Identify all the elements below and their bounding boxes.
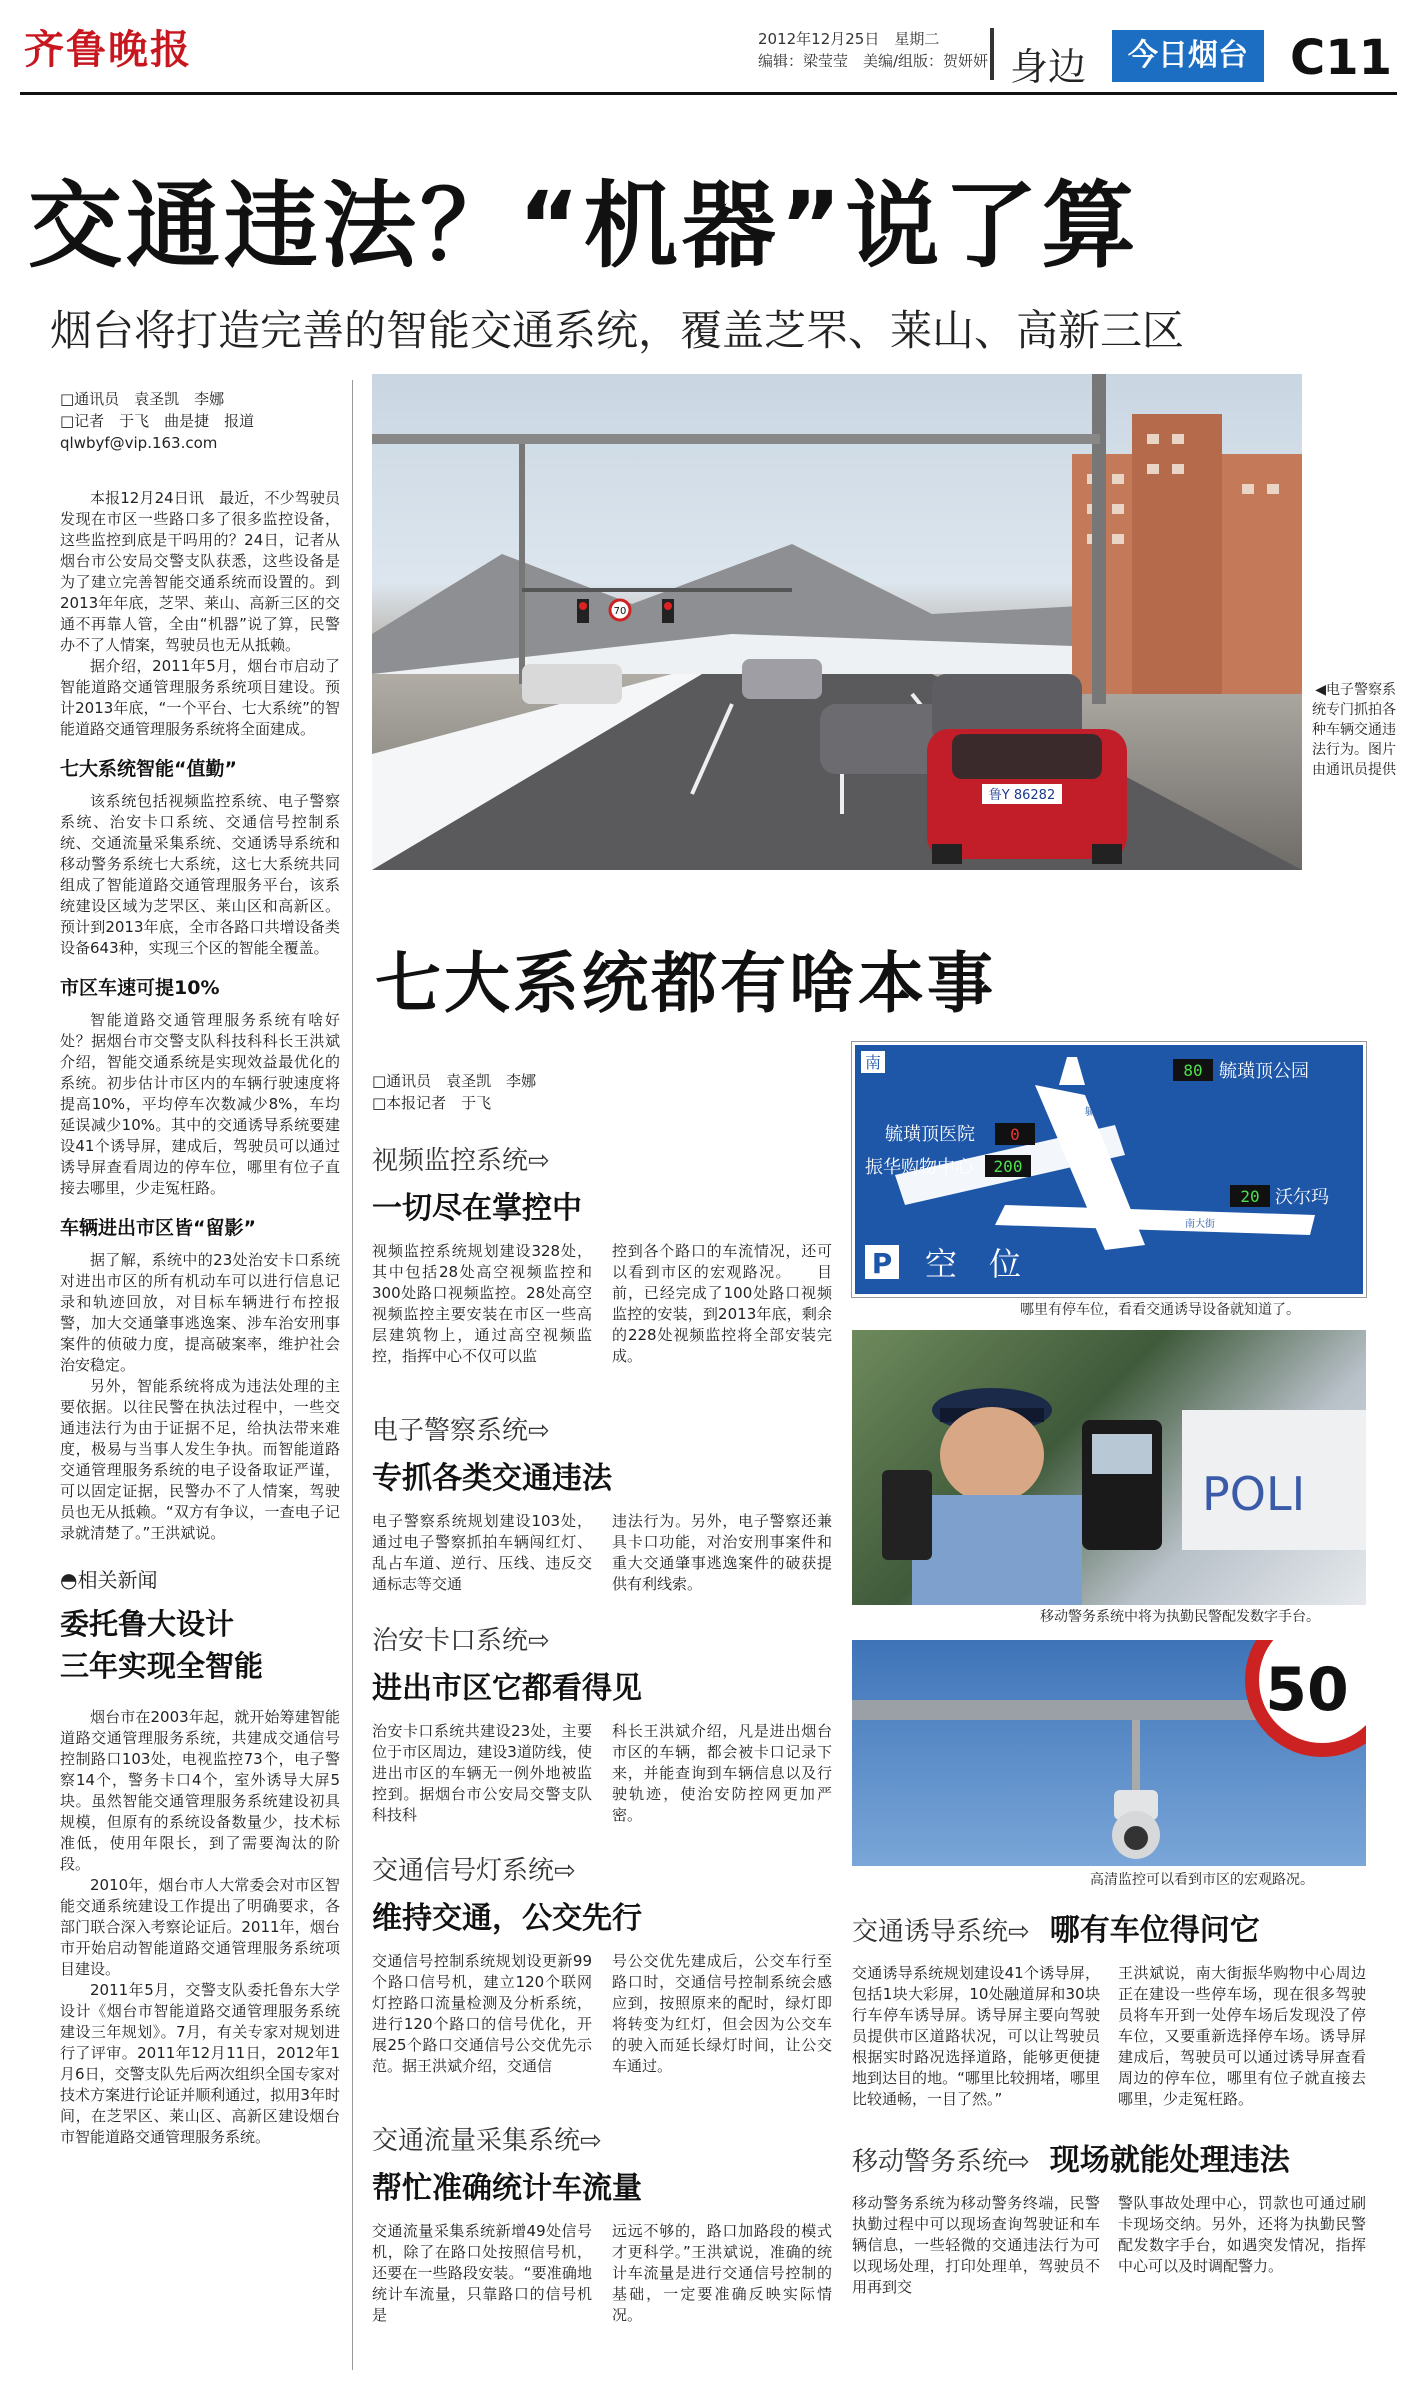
article-body [60, 1250, 340, 1544]
camera-photo-caption: 高清监控可以看到市区的宏观路况。 [1090, 1872, 1314, 1888]
system-tagline: 一切尽在掌控中 [372, 1191, 582, 1226]
byline [60, 388, 340, 454]
systems-column [372, 1140, 832, 2326]
section-heading: 七大系统智能“值勤” [60, 758, 237, 780]
system-text: 交通诱导系统规划建设41个诱导屏，包括1块大彩屏，10处融道屏和30块行车停车诱导屏。诱导屏主要向驾驶员提供市区道路状况，可以让驾驶员根据实时路况选择道路，能够更便捷地到达目的地。“哪里比较拥堵，哪里比较通畅，一目了然。” [852, 1964, 1100, 2108]
system-text: 交通信号控制系统规划设更新99个路口信号机，建立120个联网灯控路口流量检测及分析系统，进行120个路口的信号优化，开展25个路口交通信号公交优先示范。据王洪斌介绍，交通信 [372, 1952, 592, 2075]
system-tagline: 专抓各类交通违法 [372, 1461, 612, 1496]
system-block [372, 1410, 832, 1620]
paragraph: 该系统包括视频监控系统、电子警察系统、治安卡口系统、交通信号控制系统、交通流量采集系统、交通诱导系统和移动警务系统七大系统，这七大系统共同组成了智能道路交通管理服务平台，该系统建设区域为芝罘区、莱山区和高新区。预计到2013年底，全市各路口共增设备类设备643种，实现三个区的智能全覆盖。 [60, 792, 340, 957]
paragraph: 本报12月24日讯 最近，不少驾驶员发现在市区一些路口多了很多监控设备，这些监控到底是干吗用的？24日，记者从烟台市公安局交警支队获悉，这些设备是为了建立完善智能交通系统而设置的。到2013年年底，芝罘、莱山、高新三区的交通不再靠人管，全由“机器”说了算，民警办不了人情案，驾驶员也无从抵赖。 [60, 489, 340, 654]
camera-photo [852, 1640, 1366, 1866]
subheadline: 烟台将打造完善的智能交通系统，覆盖芝罘、莱山、高新三区 [50, 306, 1185, 355]
section-heading: 市区车速可提10% [60, 977, 220, 999]
header-editors: 编辑：梁莹莹 美编/组版：贺妍妍 [758, 52, 989, 70]
road-label: 毓璜顶北路 [1085, 1107, 1135, 1118]
paragraph: 烟台市在2003年起，就开始筹建智能道路交通管理服务系统，共建成交通信号控制路口103处，电视监控73个，电子警察14个，警务卡口4个，室外诱导大屏5块。虽然智能交通管理服务系统建设初具规模，但原有的系统设备数量少，技术标准低，使用年限长，到了需要淘汰的阶段。 [60, 1708, 340, 1873]
system-text: 远远不够的，路口加路段的模式才更科学。”王洪斌说，准确的统计车流量是进行交通信号控制的基础，一定要准确反映实际情况。 [612, 2222, 832, 2324]
destination-label: 振华购物中心 [865, 1157, 973, 1178]
system-text: 视频监控系统规划建设328处，其中包括28处高空视频监控和300处路口视频监控。28处高空视频监控主要安装在市区一些高层建筑物上，通过高空视频监控，指挥中心不仅可以监 [372, 1242, 592, 1365]
byline-email: qlwbyf@vip.163.com [60, 434, 218, 452]
system-text: 交通流量采集系统新增49处信号机，除了在路口处按照信号机，还要在一些路段安装。“要准确地统计车流量，只靠路口的信号机是 [372, 2222, 592, 2324]
paragraph: 2011年5月，交警支队委托鲁东大学设计《烟台市智能道路交通管理服务系统建设三年规划》。7月，有关专家对规划进行了评审。2011年12月11日，2012年1月6日，交警支队先后两次组织全国专家对技术方案进行论证并顺利通过，拟用3年时间，在芝罘区、莱山区、高新区建设烟台市智能道路交通管理服务系统。 [60, 1981, 340, 2146]
headline: 交通违法？“机器”说了算 [28, 172, 1140, 281]
paragraph: 智能道路交通管理服务系统有啥好处？据烟台市交警支队科技科科长王洪斌介绍，智能交通系统是实现效益最优化的系统。初步估计市区内的车辆行驶速度将提高10%，平均停车次数减少8%，车均延误减少10%。其中的交通诱导系统要建设41个诱导屏，建成后，驾驶员可以通过诱导屏查看周边的停车位，哪里有位子直接去哪里，少走冤枉路。 [60, 1011, 340, 1197]
space-count: 0 [1010, 1125, 1020, 1144]
system-text: 科长王洪斌介绍，凡是进出烟台市区的车辆，都会被卡口记录下来，并能查询到车辆信息以及行驶轨迹，使治安防控网更加严密。 [612, 1722, 832, 1824]
system-text: 电子警察系统规划建设103处，通过电子警察抓拍车辆闯红灯、乱占车道、逆行、压线、违反交通标志等交通 [372, 1512, 592, 1593]
speed-sign-text: 70 [613, 606, 627, 617]
column-divider [352, 380, 353, 2370]
system-block [852, 1905, 1366, 2135]
system-text: 号公交优先建成后，公交车行至路口时，交通信号控制系统会感应到，按照原来的配时，绿灯即将转变为红灯，但会因为公交车的驶入而延长绿灯时间，让公交车通过。 [612, 1952, 832, 2075]
article-body [60, 488, 340, 740]
newspaper-logo: 齐鲁晚报 [24, 26, 192, 73]
guide-sign-caption: 哪里有停车位，看看交通诱导设备就知道了。 [1020, 1302, 1300, 1318]
system-text: 王洪斌说，南大街振华购物中心周边正在建设一些停车场，现在很多驾驶员将车开到一处停车场后发现没了停车位，又要重新选择停车场。诱导屏建成后，驾驶员可以通过诱导屏查看周边的停车位，哪里有位子就直接去哪里，少走冤枉路。 [1118, 1964, 1366, 2108]
space-count: 20 [1240, 1187, 1260, 1206]
main-photo [372, 374, 1302, 870]
header-info [758, 28, 988, 72]
section-title: 七大系统都有啥本事 [375, 945, 996, 1022]
system-tagline: 进出市区它都看得见 [372, 1671, 642, 1706]
system-text: 违法行为。另外，电子警察还兼具卡口功能，对治安刑事案件和重大交通肇事逃逸案件的破获提供有利线索。 [612, 1512, 832, 1593]
left-column [60, 388, 340, 2148]
system-text: 治安卡口系统共建设23处，主要位于市区周边，建设3道防线，使进出市区的车辆无一例外地被监控到。据烟台市公安局交警支队科技科 [372, 1722, 592, 1824]
system-name: 移动警务系统⇨ [852, 2147, 1030, 2177]
police-photo [852, 1330, 1366, 1605]
system-tagline: 哪有车位得问它 [1049, 1913, 1260, 1948]
system-block [372, 1620, 832, 1850]
police-photo-caption: 移动警务系统中将为执勤民警配发数字手台。 [1040, 1609, 1320, 1625]
system-text: 控到各个路口的车流情况，还可以看到市区的宏观路况。 目前，已经完成了100处路口视频监控的安装，到2013年底，剩余的228处视频监控将全部安装完成。 [612, 1242, 832, 1365]
destination-label: 沃尔玛 [1275, 1187, 1329, 1208]
system-block [372, 1140, 832, 1410]
police-illustration [852, 1330, 1366, 1605]
system-tagline: 现场就能处理违法 [1049, 2143, 1290, 2178]
system-name: 电子警察系统⇨ [372, 1416, 550, 1446]
article-body [60, 1010, 340, 1199]
byline-line: □记者 于飞 曲是捷 报道 [60, 412, 255, 430]
system-name: 交通信号灯系统⇨ [372, 1856, 576, 1886]
page-number: C11 [1290, 30, 1393, 86]
masthead [0, 0, 1417, 92]
header-separator [990, 28, 994, 80]
road-label: 南大街 [1185, 1219, 1215, 1230]
article-body [60, 791, 340, 959]
right-systems-column [852, 1905, 1366, 2298]
space-count: 200 [993, 1157, 1023, 1176]
speed-limit-text: 50 [1265, 1655, 1349, 1725]
license-plate: 鲁Y 86282 [988, 788, 1056, 803]
guide-sign-photo [852, 1042, 1366, 1297]
system-block [852, 2135, 1366, 2298]
guide-sign-illustration [855, 1045, 1363, 1294]
system-name: 视频监控系统⇨ [372, 1146, 550, 1176]
mid-byline [372, 1070, 536, 1114]
system-block [372, 2120, 832, 2326]
byline-line: □通讯员 袁圣凯 李娜 [60, 390, 225, 408]
system-tagline: 维持交通，公交先行 [372, 1901, 642, 1936]
system-text: 移动警务系统为移动警务终端，民警执勤过程中可以现场查询驾驶证和车辆信息，一些轻微的交通违法行为可以现场处理，打印处理单，驾驶员不用再到交 [852, 2194, 1100, 2296]
system-text: 警队事故处理中心，罚款也可通过刷卡现场交纳。另外，还将为执勤民警配发数字手台，如遇突发情况，指挥中心可以及时调配警力。 [1118, 2194, 1366, 2275]
sign-direction: 南 [864, 1053, 882, 1072]
system-name: 交通流量采集系统⇨ [372, 2126, 602, 2156]
section-tag: 今日烟台 [1112, 30, 1264, 82]
destination-label: 毓璜顶医院 [885, 1124, 975, 1145]
paragraph: 另外，智能系统将成为违法处理的主要依据。以往民警在执法过程中，一些交通违法行为由于证据不足，给执法带来难度，极易与当事人发生争执。而智能道路交通管理服务系统的电子设备取证严谨，可以固定证据，民警办不了人情案，驾驶员也无从抵赖。“双方有争议，一查电子记录就清楚了。”王洪斌说。 [60, 1377, 340, 1542]
byline-line: □通讯员 袁圣凯 李娜 [372, 1072, 537, 1090]
vacancy-label: 空 位 [925, 1245, 1022, 1283]
camera-illustration [852, 1640, 1366, 1866]
paragraph: 据介绍，2011年5月，烟台市启动了智能道路交通管理服务系统项目建设。预计2013年底，“一个平台、七大系统”的智能道路交通管理服务系统将全面建成。 [60, 657, 340, 738]
parking-icon: P [871, 1247, 893, 1280]
space-count: 80 [1183, 1061, 1203, 1080]
destination-label: 毓璜顶公园 [1219, 1061, 1309, 1082]
related-icon: ◓ [60, 1568, 78, 1592]
system-tagline: 帮忙准确统计车流量 [372, 2171, 642, 2206]
byline-line: □本报记者 于飞 [372, 1094, 492, 1112]
related-news-label: ◓相关新闻 [60, 1568, 158, 1592]
header-rule [20, 92, 1397, 95]
section-name: 身边 [1010, 45, 1087, 89]
paragraph: 据了解，系统中的23处治安卡口系统对进出市区的所有机动车可以进行信息记录和轨迹回放，对目标车辆进行布控报警，加大交通肇事逃逸案、涉车治安刑事案件的侦破力度，提高破案率，维护社会治安稳定。 [60, 1251, 340, 1374]
police-car-text: POLI [1202, 1467, 1306, 1521]
system-block [372, 1850, 832, 2120]
related-body [60, 1707, 340, 2148]
section-heading: 车辆进出市区皆“留影” [60, 1217, 256, 1239]
system-name: 交通诱导系统⇨ [852, 1917, 1030, 1947]
related-title: 委托鲁大设计 三年实现全智能 [60, 1607, 264, 1683]
header-date: 2012年12月25日 星期二 [758, 30, 940, 48]
paragraph: 2010年，烟台市人大常委会对市区智能交通系统建设工作提出了明确要求，各部门联合深入考察论证后。2011年，烟台市开始启动智能道路交通管理服务系统项目建设。 [60, 1876, 340, 1978]
main-photo-caption: ◀电子警察系统专门抓拍各种车辆交通违法行为。图片由通讯员提供 [1312, 682, 1396, 778]
system-name: 治安卡口系统⇨ [372, 1626, 550, 1656]
camera-lens-icon [1124, 1826, 1148, 1850]
traffic-scene-illustration [372, 374, 1302, 870]
